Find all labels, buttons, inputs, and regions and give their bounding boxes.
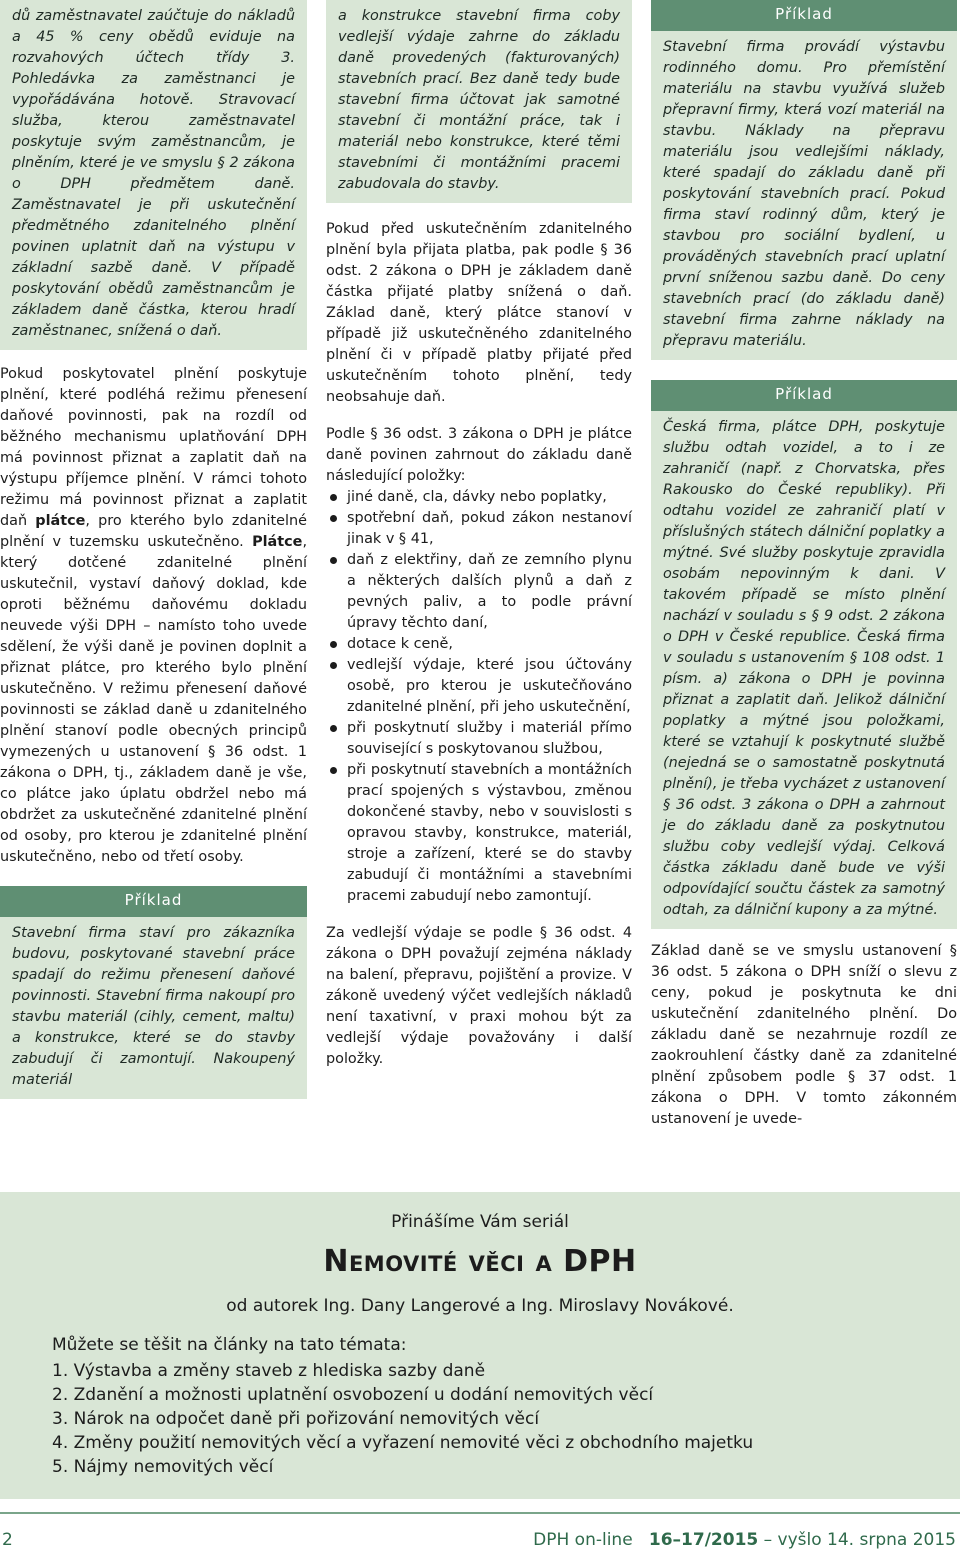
body-paragraph: Pokud před uskutečněním zdanitelného plnění byla přijata platba, pak podle § 36 odst. 2 zákona o DPH je základem daně částka přijaté platby snížená o daň. Základ daně, který plátce stanoví v případě již uskutečněného zdanitelného plnění či v případě platby přijaté před uskutečněním tohoto plnění, tedy neobsahuje daň. <box>326 221 632 405</box>
promo-authors: od autorek Ing. Dany Langerové a Ing. Miroslavy Novákové. <box>226 1296 734 1316</box>
example-box <box>651 0 957 360</box>
example-text: Stavební firma provádí výstavbu rodinného domu. Pro přemístění materiálu na stavbu využívá služeb přepravní firmy, která vozí materiál na stavbu. Náklady na přepravu materiálu jsou vedlejšími náklady, které spadají do základu daně při poskytování stavebních prací. Pokud firma staví rodinný dům, který je stavbou pro sociální bydlení, u prováděných stavebních prací uplatní první sníženou sazbu daně. Do ceny stavebních prací (do základu daně) stavební firma zahrne náklady na přepravu materiálu. <box>663 39 945 349</box>
body-paragraph: Pokud poskytovatel plnění poskytuje plnění, které podléhá režimu přenesení daňové povinnosti, pak na rozdíl od běžného mechanismu uplatňování DPH má povinnost přiznat a zaplatit daň na výstupu příjemce plnění. V rámci tohoto režimu má povinnost přiznat a zaplatit daň plátce, pro kterého bylo zdanitelné plnění v tuzemsku uskutečněno. Plátce, který dotčené zdanitelné plnění uskutečnil, vystaví daňový doklad, kde oproti běžnému daňovému dokladu neuvede výši DPH – namísto toho uvede sdělení, že výši daně je povinen doplnit a přiznat plátce, pro kterého bylo plnění uskutečněno. V režimu přenesení daňové povinnosti se základ daně u zdanitelného plnění stanoví podle obecných principů vymezených u ustanovení § 36 odst. 1 zákona o DPH, tj., základem daně je vše, co plátce jako úplatu obdržel nebo má obdržet za uskutečněné zdanitelné plnění od osoby, pro kterou je zdanitelné plnění uskutečněno, nebo od třetí osoby. <box>0 366 308 865</box>
body-paragraph: Podle § 36 odst. 3 zákona o DPH je plátce daně povinen zahrnout do základu daně následující položky: <box>326 426 632 484</box>
list-item: jiné daně, cla, dávky nebo poplatky, <box>326 487 632 508</box>
magazine-name: DPH on-line <box>533 1530 633 1550</box>
publish-date: – vyšlo 14. srpna 2015 <box>763 1530 956 1550</box>
page-footer <box>0 1512 960 1554</box>
series-promo-banner <box>0 1192 960 1499</box>
column-right <box>651 0 957 1130</box>
bullet-list <box>326 487 632 907</box>
column-left <box>0 0 307 1099</box>
promo-title: Nemovité věci a DPH <box>323 1244 637 1279</box>
promo-lead: Můžete se těšit na články na tato témata: <box>52 1335 407 1355</box>
example-text: Stavební firma staví pro zákazníka budovu, poskytované stavební práce spadají do režimu přenesení daňové povinnosti. Stavební firma nakoupí pro stavbu materiál (cihly, cement, maltu) a konstrukce, které se do stavby zabudují či zamontují. Nakoupený materiál <box>12 925 295 1088</box>
topic-item: 5. Nájmy nemovitých věcí <box>52 1457 274 1477</box>
list-item: při poskytnutí služby i materiál přímo související s poskytovanou službou, <box>326 718 632 760</box>
list-item: vedlejší výdaje, které jsou účtovány osobě, pro kterou je uskutečňováno zdanitelné plnění, při jeho uskutečnění, <box>326 655 632 718</box>
example-box-title: Příklad <box>651 380 957 411</box>
example-box <box>0 886 307 1099</box>
column-middle <box>326 0 632 1070</box>
example-box-continued <box>326 0 632 203</box>
example-text: a konstrukce stavební firma coby vedlejší výdaje zahrne do základu daně provedených (fakturovaných) stavebních prací. Bez daně tedy bude stavební firma účtovat jak samotné stavební či montážní práce, tak i materiál nebo konstrukce, které těmi stavebními či montážními pracemi zabudovala do stavby. <box>338 8 620 192</box>
example-box-title: Příklad <box>0 886 307 917</box>
topic-item: 3. Nárok na odpočet daně při pořizování nemovitých věcí <box>52 1409 540 1429</box>
page-number: 2 <box>2 1530 13 1550</box>
footer-divider <box>0 1512 960 1514</box>
body-paragraph: Za vedlejší výdaje se podle § 36 odst. 4 zákona o DPH považují zejména náklady na balení, přepravu, pojištění a provize. V zákoně uvedený výčet vedlejších nákladů není taxativní, v praxi mohou být za vedlejší výdaje považovány i další položky. <box>326 925 632 1067</box>
body-paragraph: Základ daně se ve smyslu ustanovení § 36 odst. 5 zákona o DPH sníží o slevu z ceny, pokud je poskytnuta ke dni uskutečnění zdanitelného plnění. Do základu daně se nezahrnuje rozdíl ze zaokrouhlení částky daně za zdanitelné plnění způsobem podle § 37 odst. 1 zákona o DPH. V tomto zákonném ustanovení je uvede- <box>651 943 957 1127</box>
magazine-info <box>533 1530 956 1550</box>
example-box <box>651 380 957 929</box>
topic-item: 2. Zdanění a možnosti uplatnění osvobození u dodání nemovitých věcí <box>52 1385 654 1405</box>
list-item: spotřební daň, pokud zákon nestanoví jinak v § 41, <box>326 508 632 550</box>
example-box-title: Příklad <box>651 0 957 31</box>
example-text: Česká firma, plátce DPH, poskytuje službu odtah vozidel, a to i ze zahraničí (např. z Chorvatska, přes Rakousko do České republiky). Při odtahu vozidel ze zahraničí platí v příslušných státech dálniční poplatky a mýtné. Své služby poskytuje zpravidla osobám nepovinným k dani. V takovém případě se místo plnění nachází v souladu s § 9 odst. 2 zákona o DPH v České republice. Česká firma v souladu s ustanovením § 108 odst. 1 písm. a) zákona o DPH je povinna přiznat a zaplatit daň. Jelikož dálniční poplatky a mýtné jsou položkami, které se vztahují k poskytnuté službě (nejedná se o samostatně poskytnutá plnění), je třeba vycházet z ustanovení § 36 odst. 3 zákona o DPH a zahrnout je do základu daně za poskytnutou službu coby vedlejší výdaj. Celková částka základu daně bude ve výši odpovídající součtu částek za samotný odtah, za dálniční kupony a za mýtné. <box>663 419 945 918</box>
topic-list <box>52 1359 753 1479</box>
issue-number: 16–17/2015 <box>648 1530 759 1550</box>
example-text: dů zaměstnavatel zaúčtuje do nákladů a 45 % ceny obědů eviduje na rozvahových účtech třídy 3. Pohledávka za zaměstnanci je vypořádávána hotově. Stravovací služba, kterou zaměstnavatel poskytuje svým zaměstnancům, je plněním, které je ve smyslu § 2 zákona o DPH předmětem daně. Zaměstnavatel je při uskutečnění předmětného zdanitelného plnění povinen uplatnit daň na výstupu v základní sazbě daně. V případě poskytování obědů zaměstnancům je základem daně částka, kterou hradí zaměstnanec, snížená o daň. <box>12 8 295 339</box>
list-item: dotace k ceně, <box>326 634 632 655</box>
topic-item: 1. Výstavba a změny staveb z hlediska sazby daně <box>52 1361 486 1381</box>
list-item: při poskytnutí stavebních a montážních prací spojených s výstavbou, změnou dokončené stavby, nebo v souvislosti s opravou stavby, konstrukce, materiál, stroje a zařízení, které se do stavby zabudují či montážními a stavebními pracemi zabudují nebo zamontují. <box>326 760 632 907</box>
promo-intro: Přinášíme Vám seriál <box>391 1212 569 1232</box>
example-box-continued <box>0 0 307 350</box>
topic-item: 4. Změny použití nemovitých věcí a vyřazení nemovité věci z obchodního majetku <box>52 1433 754 1453</box>
list-item: daň z elektřiny, daň ze zemního plynu a některých dalších plynů a daň z pevných paliv, a to podle právní úpravy těchto daní, <box>326 550 632 634</box>
